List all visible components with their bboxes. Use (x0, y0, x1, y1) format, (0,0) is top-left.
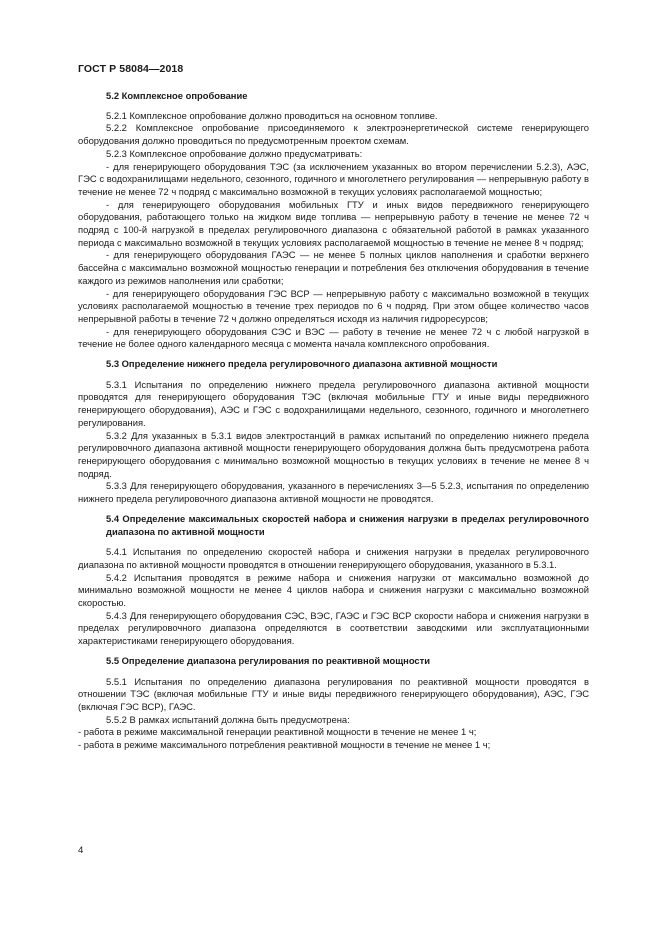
paragraph: 5.3.1 Испытания по определению нижнего предела регулировочного диапазона активной мощности проводятся для генерирующего оборудования ТЭС (включая мобильные ГТУ и иные виды передвижного генерирующего оборудования), АЭС и ГЭС с водохранилищами недельного, сезонного, годичного и многолетнего регулирования. (78, 378, 589, 428)
standard-header: ГОСТ Р 58084—2018 (78, 63, 184, 75)
section-title: 5.3 Определение нижнего предела регулировочного диапазона активной мощности (106, 358, 498, 370)
section-title: 5.4 Определение максимальных скоростей набора и снижения нагрузки в пределах регулировочного диапазона по активной мощности (106, 512, 589, 537)
section-5-2 (78, 90, 589, 351)
paragraph: 5.5.1 Испытания по определению диапазона регулирования по реактивной мощности проводятся в отношении ТЭС (включая мобильные ГТУ и иные виды передвижного генерирующего оборудования), АЭС, ГЭС (включая ГЭС ВСР), ГАЭС. (78, 675, 589, 712)
paragraph: 5.5.2 В рамках испытаний должна быть предусмотрена: (106, 713, 350, 725)
paragraph: 5.2.1 Комплексное опробование должно проводиться на основном топливе. (106, 109, 438, 121)
paragraph: 5.3.2 Для указанных в 5.3.1 видов электростанций в рамках испытаний по определению нижнего предела регулировочного диапазона активной мощности генерирующего оборудования должна быть предусмотрена работа генерирующего оборудования с минимально возможной мощностью в текущих условиях в течение не менее 8 ч подряд. (78, 429, 589, 479)
paragraph: 5.2.3 Комплексное опробование должно предусматривать: (106, 147, 363, 159)
section-title: 5.5 Определение диапазона регулирования по реактивной мощности (106, 654, 430, 666)
section-5-4 (78, 513, 589, 648)
paragraph: 5.4.2 Испытания проводятся в режиме набора и снижения нагрузки от максимально возможной до минимально возможной мощности не менее 4 циклов набора и снижения нагрузки с максимально возможной скоростью. (78, 571, 589, 609)
list-item: - для генерирующего оборудования ГАЭС — не менее 5 полных циклов наполнения и сработки верхнего бассейна с максимально возможной мощностью генерации и потребления без отключения оборудования в течение каждого из режимов наполнения или сработки; (78, 249, 589, 286)
list-item: - работа в режиме максимального потребления реактивной мощности в течение не менее 1 ч; (78, 739, 491, 751)
page-number: 4 (78, 845, 84, 856)
paragraph: 5.3.3 Для генерирующего оборудования, указанного в перечислениях 3—5 5.2.3, испытания по определению нижнего предела регулировочного диапазона активной мощности не проводятся. (78, 480, 589, 505)
section-5-3 (78, 358, 589, 506)
paragraph: 5.2.2 Комплексное опробование присоединяемого к электроэнергетической системе генерирующего оборудования должно проводиться по предусмотренным проектом схемам. (78, 122, 589, 147)
list-item: - для генерирующего оборудования ТЭС (за исключением указанных во втором перечислении 5.2.3), АЭС, ГЭС с водохранилищами недельного, сезонного, годичного и многолетнего регулирования — непрерывную работу в течение не менее 72 ч подряд с максимально возможной в текущих условиях располагаемой мощностью; (78, 160, 589, 197)
document-body (78, 90, 589, 752)
list-item: - для генерирующего оборудования мобильных ГТУ и иных видов передвижного генерирующего оборудования, работающего только на жидком виде топлива — непрерывную работу в течение не менее 72 ч подряд с 100-й нагрузкой в пределах регулировочного диапазона с обязательной работой в рамках указанного периода с максимально возможной в текущих условиях располагаемой мощностью в течение не менее 8 ч подряд; (78, 198, 589, 248)
paragraph: 5.4.1 Испытания по определению скоростей набора и снижения нагрузки в пределах регулировочного диапазона по активной мощности проводятся в отношении генерирующего оборудования, указанного в 5.3.1. (78, 546, 589, 570)
list-item: - для генерирующего оборудования СЭС и ВЭС — работу в течение не менее 72 ч с любой нагрузкой в течение не более одного календарного месяца с момента начала комплексного опробования. (78, 325, 589, 350)
list-item: - для генерирующего оборудования ГЭС ВСР — непрерывную работу с максимально возможной в текущих условиях располагаемой мощностью в течение трех периодов по 6 ч подряд. При этом общее количество часов непрерывной работы в течение 72 ч должно определяться исходя из наличия гидроресурсов; (78, 287, 589, 324)
section-5-5 (78, 655, 589, 752)
list-item: - работа в режиме максимальной генерации реактивной мощности в течение не менее 1 ч; (78, 726, 477, 738)
paragraph: 5.4.3 Для генерирующего оборудования СЭС, ВЭС, ГАЭС и ГЭС ВСР скорости набора и снижения нагрузки в пределах регулировочного диапазона определяются в соответствии заводскими или эксплуатационными характеристиками генерирующего оборудования. (78, 609, 589, 647)
section-title: 5.2 Комплексное опробование (106, 90, 248, 101)
